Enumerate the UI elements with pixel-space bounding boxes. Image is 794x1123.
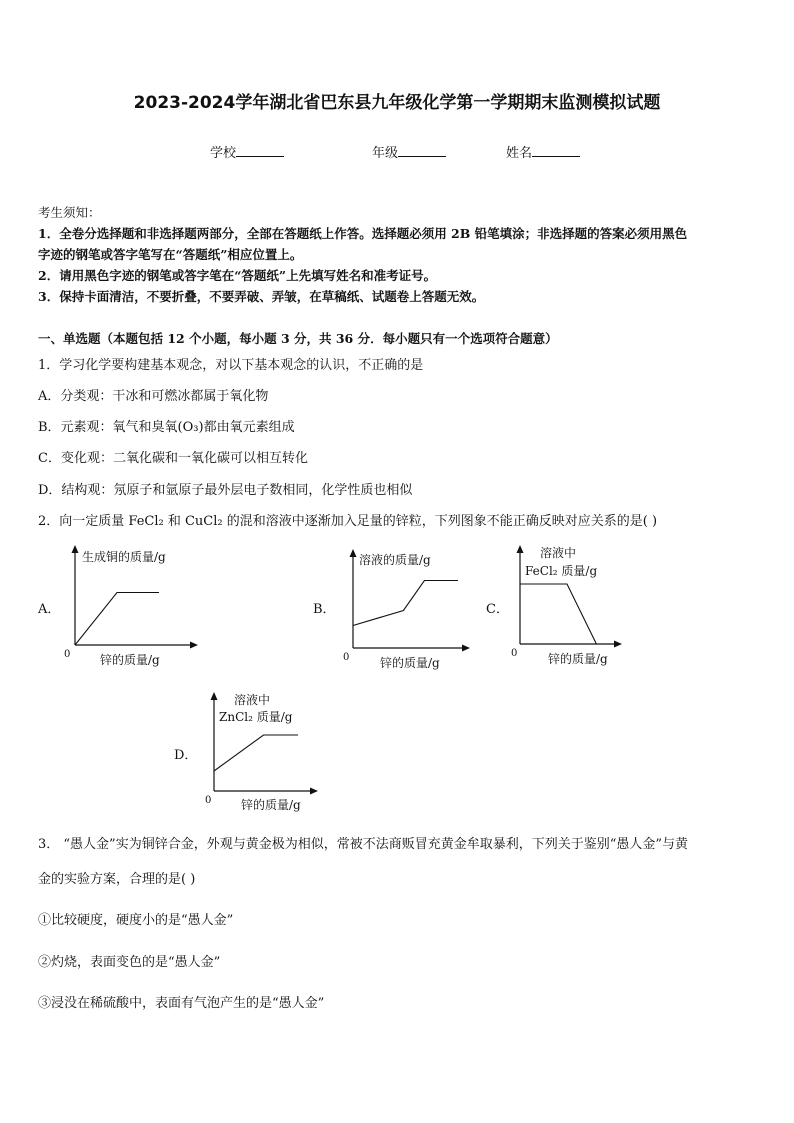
chart-b-x-arrow — [462, 645, 470, 652]
notice-item-1-line-2: 字迹的钢笔或答字笔写在“答题纸”相应位置上。 — [38, 247, 303, 262]
chart-b-series — [353, 581, 458, 626]
chart-c — [506, 541, 626, 671]
chart-c-xlabel: 锌的质量/g — [548, 652, 608, 666]
chart-a-series — [75, 593, 159, 646]
q1-option-d[interactable]: D．结构观：氖原子和氩原子最外层电子数相同，化学性质也相似 — [38, 483, 413, 498]
chart-a — [60, 545, 200, 670]
chart-d — [200, 688, 325, 816]
chart-a-x-arrow — [190, 642, 198, 649]
q3-item-2[interactable]: ②灼烧，表面变色的是“愚人金” — [38, 955, 221, 970]
chart-d-series — [214, 735, 298, 771]
page-title: 2023-2024学年湖北省巴东县九年级化学第一学期期末监测模拟试题 — [133, 93, 661, 113]
notice-item-2: 2．请用黑色字迹的钢笔或答字笔在“答题纸”上先填写姓名和准考证号。 — [38, 268, 437, 283]
chart-d-ylabel-line-2: ZnCl₂ 质量/g — [219, 710, 293, 724]
q2-option-b-label[interactable]: B． — [313, 602, 336, 617]
q3-stem-line-2: 金的实验方案，合理的是( ) — [38, 872, 196, 887]
name-blank[interactable] — [532, 144, 580, 157]
chart-b — [338, 545, 473, 673]
chart-a-y-arrow — [72, 545, 79, 553]
chart-c-y-arrow — [517, 545, 524, 553]
q2-option-a-label[interactable]: A． — [38, 602, 61, 617]
chart-b-y-arrow — [350, 549, 357, 557]
q2-option-d-label[interactable]: D． — [174, 748, 198, 763]
chart-a-ylabel: 生成铜的质量/g — [82, 550, 166, 564]
notice-heading: 考生须知： — [38, 205, 101, 220]
q2-stem: 2．向一定质量 FeCl₂ 和 CuCl₂ 的混和溶液中逐渐加入足量的锌粒，下列图象不能正确反映对应关系的是( ) — [38, 514, 658, 529]
q1-option-c[interactable]: C．变化观：二氧化碳和一氧化碳可以相互转化 — [38, 451, 308, 466]
q1-stem: 1．学习化学要构建基本观念，对以下基本观念的认识，不正确的是 — [38, 358, 424, 373]
q1-option-a[interactable]: A．分类观：干冰和可燃冰都属于氧化物 — [38, 389, 269, 404]
chart-b-origin: 0 — [343, 652, 350, 663]
chart-c-x-arrow — [614, 641, 622, 648]
chart-d-origin: 0 — [205, 795, 212, 806]
q3-item-1[interactable]: ①比较硬度，硬度小的是“愚人金” — [38, 913, 234, 928]
chart-a-origin: 0 — [64, 649, 71, 660]
chart-c-origin: 0 — [511, 648, 518, 659]
chart-d-x-arrow — [310, 788, 318, 795]
section-1-heading: 一、单选题（本题包括 12 个小题，每小题 3 分，共 36 分．每小题只有一个选项符合题意） — [38, 331, 558, 346]
school-field[interactable] — [210, 142, 284, 161]
notice-item-1-line-1: 1．全卷分选择题和非选择题两部分，全部在答题纸上作答。选择题必须用 2B 铅笔填涂；非选择题的答案必须用黑色 — [38, 226, 688, 241]
chart-c-axes — [517, 545, 623, 648]
school-label: 学校 — [210, 146, 237, 161]
chart-c-ylabel-line-1: 溶液中 — [540, 546, 577, 560]
chart-a-xlabel: 锌的质量/g — [100, 653, 160, 667]
name-label: 姓名 — [506, 146, 533, 161]
chart-d-y-arrow — [211, 692, 218, 700]
chart-d-xlabel: 锌的质量/g — [241, 798, 301, 812]
name-field[interactable] — [506, 142, 580, 161]
chart-d-axes — [211, 692, 319, 795]
q2-option-c-label[interactable]: C． — [486, 602, 509, 617]
chart-b-xlabel: 锌的质量/g — [380, 656, 440, 670]
notice-item-3: 3．保持卡面清洁，不要折叠，不要弄破、弄皱，在草稿纸、试题卷上答题无效。 — [38, 289, 485, 304]
chart-c-ylabel-line-2: FeCl₂ 质量/g — [525, 564, 598, 578]
chart-d-ylabel-line-1: 溶液中 — [234, 693, 271, 707]
q1-option-b[interactable]: B．元素观：氧气和臭氧(O₃)都由氧元素组成 — [38, 420, 295, 435]
chart-b-ylabel: 溶液的质量/g — [359, 553, 431, 567]
school-blank[interactable] — [236, 144, 284, 157]
q3-stem-line-1: 3． “愚人金”实为铜锌合金，外观与黄金极为相似，常被不法商贩冒充黄金牟取暴利，下列关于鉴别“愚人金”与黄 — [38, 837, 688, 852]
q3-item-3[interactable]: ③浸没在稀硫酸中，表面有气泡产生的是“愚人金” — [38, 996, 325, 1011]
chart-c-series — [520, 584, 596, 644]
grade-label: 年级 — [372, 146, 399, 161]
grade-field[interactable] — [372, 142, 446, 161]
grade-blank[interactable] — [398, 144, 446, 157]
